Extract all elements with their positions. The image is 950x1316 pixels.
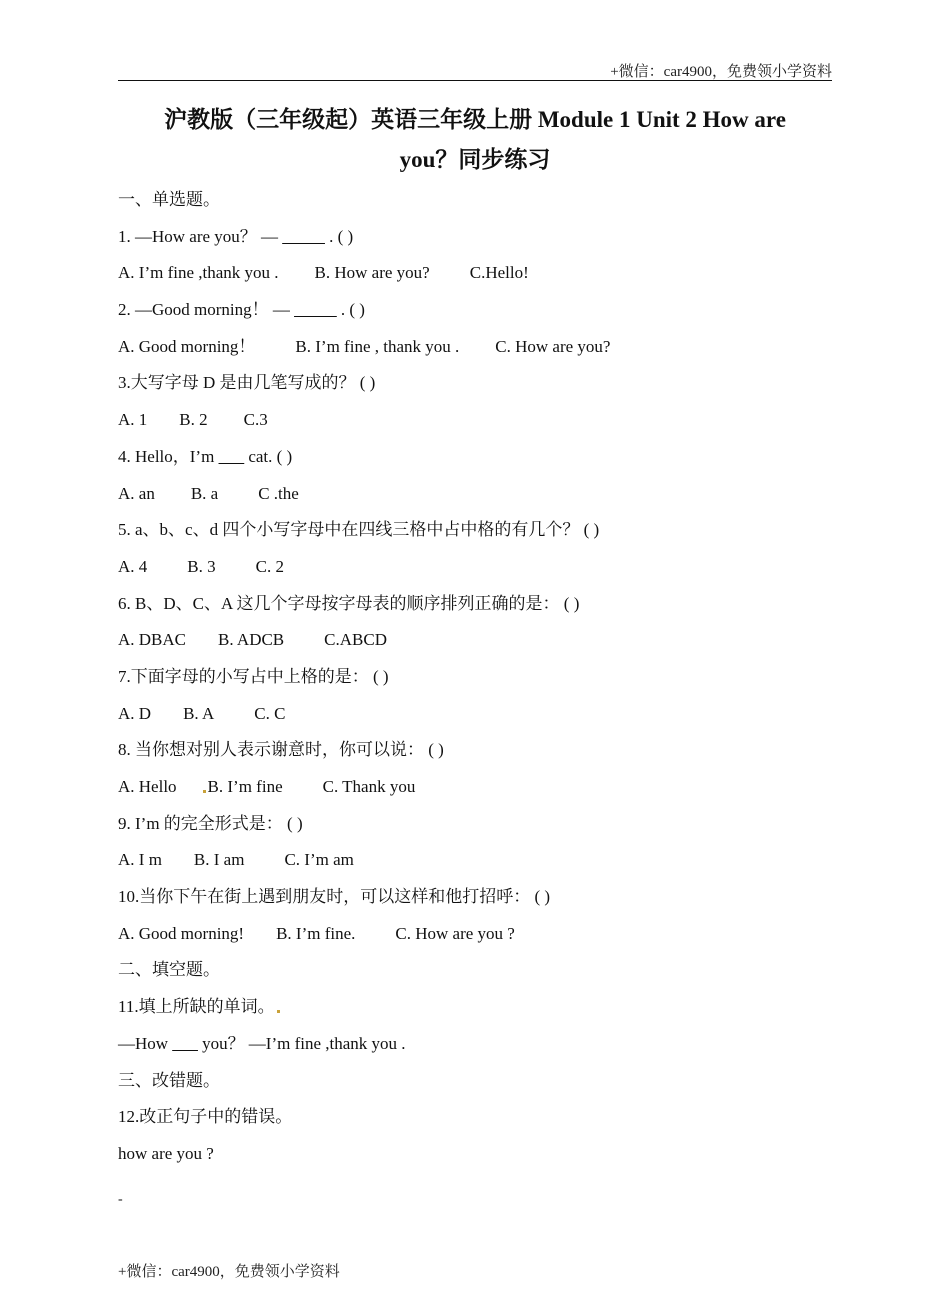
question-7-options <box>118 696 832 733</box>
q11-blank: ___ <box>172 1033 198 1053</box>
q6-option-a: A. DBAC <box>118 630 187 650</box>
q4-prefix: 4. Hello，I’m <box>118 446 219 466</box>
question-7: 7.下面字母的小写占中上格的是： ( ) <box>118 666 389 686</box>
q10-option-c: C. How are you ? <box>395 923 515 943</box>
stray-mark <box>277 1010 280 1013</box>
question-5: 5. a、b、c、d 四个小写字母中在四线三格中占中格的有几个？ ( ) <box>118 520 600 540</box>
q4-option-a: A. an <box>118 483 155 503</box>
worksheet-content <box>118 182 832 1173</box>
q4-option-c: C .the <box>258 483 299 503</box>
q11-text: 11.填上所缺的单词。 <box>118 997 275 1017</box>
question-11-sentence <box>118 1026 832 1063</box>
question-11 <box>118 989 832 1026</box>
question-12: 12.改正句子中的错误。 <box>118 1107 293 1127</box>
q8-option-a: A. Hello <box>118 777 177 796</box>
q7-option-b: B. A <box>183 703 215 723</box>
q5-option-c: C. 2 <box>255 556 284 576</box>
q6-option-c: C.ABCD <box>324 630 387 650</box>
q1-suffix: . ( ) <box>324 226 354 246</box>
question-3-options <box>118 402 832 439</box>
question-4 <box>118 439 832 476</box>
question-8: 8. 当你想对别人表示谢意时，你可以说： ( ) <box>118 740 444 760</box>
q3-option-a: A. 1 <box>118 410 148 430</box>
q9-option-b: B. I am <box>193 850 245 870</box>
section-heading-single-choice: 一、单选题。 <box>118 190 220 209</box>
q2-option-b: B. I’m fine , thank you . <box>295 336 460 356</box>
question-12-sentence: how are you ? <box>118 1143 214 1163</box>
q1-prefix: 1. —How are you？ — <box>118 226 283 246</box>
question-3: 3.大写字母 D 是由几笔写成的？ ( ) <box>118 373 376 393</box>
q9-option-c: C. I’m am <box>284 850 354 870</box>
header-divider <box>118 80 832 81</box>
q9-option-a: A. I m <box>118 850 162 870</box>
q1-option-a: A. I’m fine ,thank you . <box>118 263 279 283</box>
q1-option-b: B. How are you? <box>314 263 430 283</box>
section-heading-fill-blank: 二、填空题。 <box>118 960 220 980</box>
q2-blank: _____ <box>294 300 337 320</box>
q10-option-b: B. I’m fine. <box>276 923 356 943</box>
q2-option-a: A. Good morning！ <box>118 336 256 356</box>
question-5-options <box>118 549 832 586</box>
header-note: +微信：car4900，免费领小学资料 <box>610 64 832 80</box>
question-9-options <box>118 842 832 879</box>
footer-note: +微信：car4900，免费领小学资料 <box>118 1264 340 1280</box>
question-9: 9. I’m 的完全形式是： ( ) <box>118 813 303 833</box>
section-heading-correction: 三、改错题。 <box>118 1070 220 1090</box>
q2-prefix: 2. —Good morning！ — <box>118 300 295 320</box>
stray-dash: - <box>118 1192 123 1207</box>
q2-option-c: C. How are you? <box>495 336 611 356</box>
q4-blank: ___ <box>218 446 245 466</box>
q6-option-b: B. ADCB <box>218 630 285 650</box>
question-1-options <box>118 255 832 292</box>
title-line-1: 沪教版（三年级起）英语三年级上册 Module 1 Unit 2 How are <box>164 107 786 132</box>
q1-option-c: C.Hello! <box>469 263 529 283</box>
page-title <box>118 100 832 180</box>
question-4-options <box>118 476 832 513</box>
q5-option-b: B. 3 <box>187 556 216 576</box>
title-line-2: you？同步练习 <box>399 147 551 172</box>
question-2 <box>118 292 832 329</box>
question-1 <box>118 219 832 256</box>
q3-option-c: C.3 <box>243 410 268 430</box>
q5-option-a: A. 4 <box>118 556 148 576</box>
q11-suffix: you？ —I’m fine ,thank you . <box>197 1033 406 1053</box>
q4-suffix: cat. ( ) <box>244 446 293 466</box>
q11-prefix: —How <box>118 1033 173 1053</box>
question-10: 10.当你下午在街上遇到朋友时，可以这样和他打招呼： ( ) <box>118 887 551 907</box>
q7-option-a: A. D <box>118 703 152 723</box>
question-6: 6. B、D、C、A 这几个字母按字母表的顺序排列正确的是： ( ) <box>118 593 580 613</box>
question-8-options <box>118 769 832 806</box>
q7-option-c: C. C <box>254 703 286 723</box>
q8-option-c: C. Thank you <box>322 777 416 796</box>
question-10-options <box>118 916 832 953</box>
stray-mark <box>203 790 206 793</box>
q3-option-b: B. 2 <box>179 410 208 430</box>
q2-suffix: . ( ) <box>336 300 365 320</box>
q4-option-b: B. a <box>190 483 219 503</box>
q1-blank: _____ <box>282 226 325 246</box>
question-6-options <box>118 622 832 659</box>
q8-option-b: B. I’m fine <box>207 777 283 796</box>
question-2-options <box>118 329 832 366</box>
q10-option-a: A. Good morning! <box>118 923 245 943</box>
